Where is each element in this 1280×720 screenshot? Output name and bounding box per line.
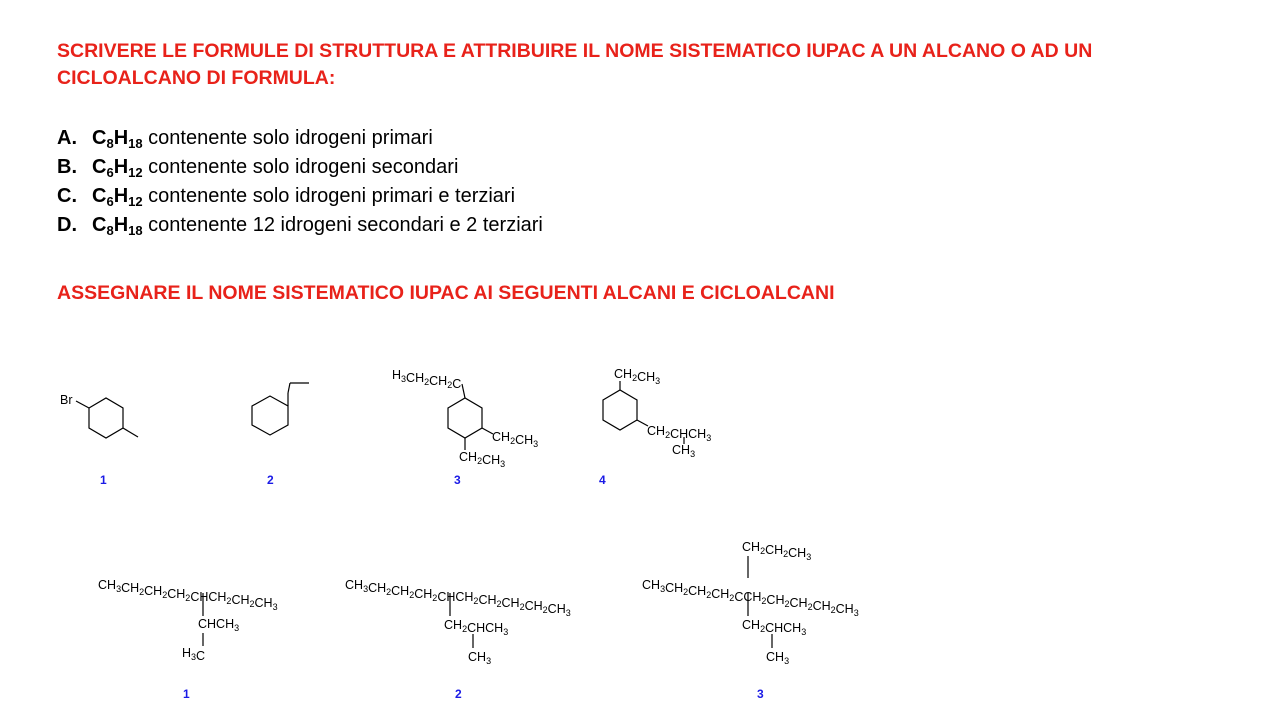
branch-label: $CHCH_3$ [198, 617, 240, 633]
bromine-label: Br [60, 393, 73, 407]
substituent-label: $H_3C$ [182, 646, 206, 663]
structure-number: 3 [757, 687, 764, 701]
structure-r2-1 [98, 578, 278, 701]
cyclohexane-ring [448, 398, 482, 438]
substituent-label: $CH_3$ [766, 650, 790, 666]
structure-r1-1 [60, 393, 138, 487]
structure-number: 2 [267, 473, 274, 487]
structure-number: 4 [599, 473, 606, 487]
bond-ethyl-2 [288, 383, 290, 393]
naming-heading: ASSEGNARE IL NOME SISTEMATICO IUPAC AI SEGUENTI ALCANI E CICLOALCANI [57, 282, 835, 304]
cyclohexane-ring [89, 398, 123, 438]
isobutyl-label: $CH_2CHCH_3$ [647, 424, 712, 443]
molecular-formula: $C_6H_{12}$ [92, 156, 143, 180]
structure-number: 2 [455, 687, 462, 701]
structure-r1-3 [392, 368, 538, 487]
structure-number: 1 [183, 687, 190, 701]
question-letter: D. [57, 214, 77, 236]
question-letter: A. [57, 127, 77, 149]
top-branch-label: $CH_2CH_2CH_3$ [742, 540, 812, 562]
branch-label: $CH_2CHCH_3$ [444, 618, 509, 637]
molecular-formula: $C_8H_{18}$ [92, 214, 143, 238]
structure-number: 1 [100, 473, 107, 487]
structure-r2-2 [345, 578, 571, 701]
molecular-formula: $C_6H_{12}$ [92, 185, 143, 209]
bond-br [76, 401, 89, 408]
propyl-label: $H_3CH_2CH_2C$ [392, 368, 462, 391]
ethyl-label-right: $CH_2CH_3$ [492, 430, 539, 449]
cyclohexane-ring [603, 390, 637, 430]
instruction-heading: SCRIVERE LE FORMULE DI STRUTTURA E ATTRIBUIRE IL NOME SISTEMATICO IUPAC A UN ALCANO O AD UN CICLOALCANO DI FORMULA: [57, 40, 1093, 89]
question-text: contenente solo idrogeni primari e terziari [142, 185, 516, 207]
structure-number: 3 [454, 473, 461, 487]
bond-methyl [123, 428, 138, 437]
cyclohexane-ring [252, 396, 288, 435]
question-letter: B. [57, 156, 77, 178]
structure-r2-3 [642, 540, 859, 701]
main-chain-label: $CH_3CH_2CH_2CH_2CCH_2CH_2CH_2CH_2CH_3$ [642, 578, 859, 618]
ethyl-label-top: $CH_2CH_3$ [614, 367, 661, 386]
molecular-formula: $C_8H_{18}$ [92, 127, 143, 151]
bond-propyl [462, 384, 465, 398]
question-text: contenente solo idrogeni primari [142, 127, 433, 149]
ethyl-label-bottom: $CH_2CH_3$ [459, 450, 506, 469]
substituent-label: $CH_3$ [468, 650, 492, 666]
question-letter: C. [57, 185, 77, 207]
branch-label: $CH_2CHCH_3$ [742, 618, 807, 637]
structure-r1-4 [599, 367, 711, 487]
main-chain-label: $CH_3CH_2CH_2CH_2CHCH_2CH_2CH_2CH_2CH_3$ [345, 578, 571, 618]
question-text: contenente 12 idrogeni secondari e 2 terziari [142, 214, 543, 236]
main-chain-label: $CH_3CH_2CH_2CH_2CHCH_2CH_2CH_3$ [98, 578, 278, 612]
methyl-label: $CH_3$ [672, 443, 696, 459]
question-text: contenente solo idrogeni secondari [142, 156, 459, 178]
structure-r1-2 [252, 383, 309, 487]
